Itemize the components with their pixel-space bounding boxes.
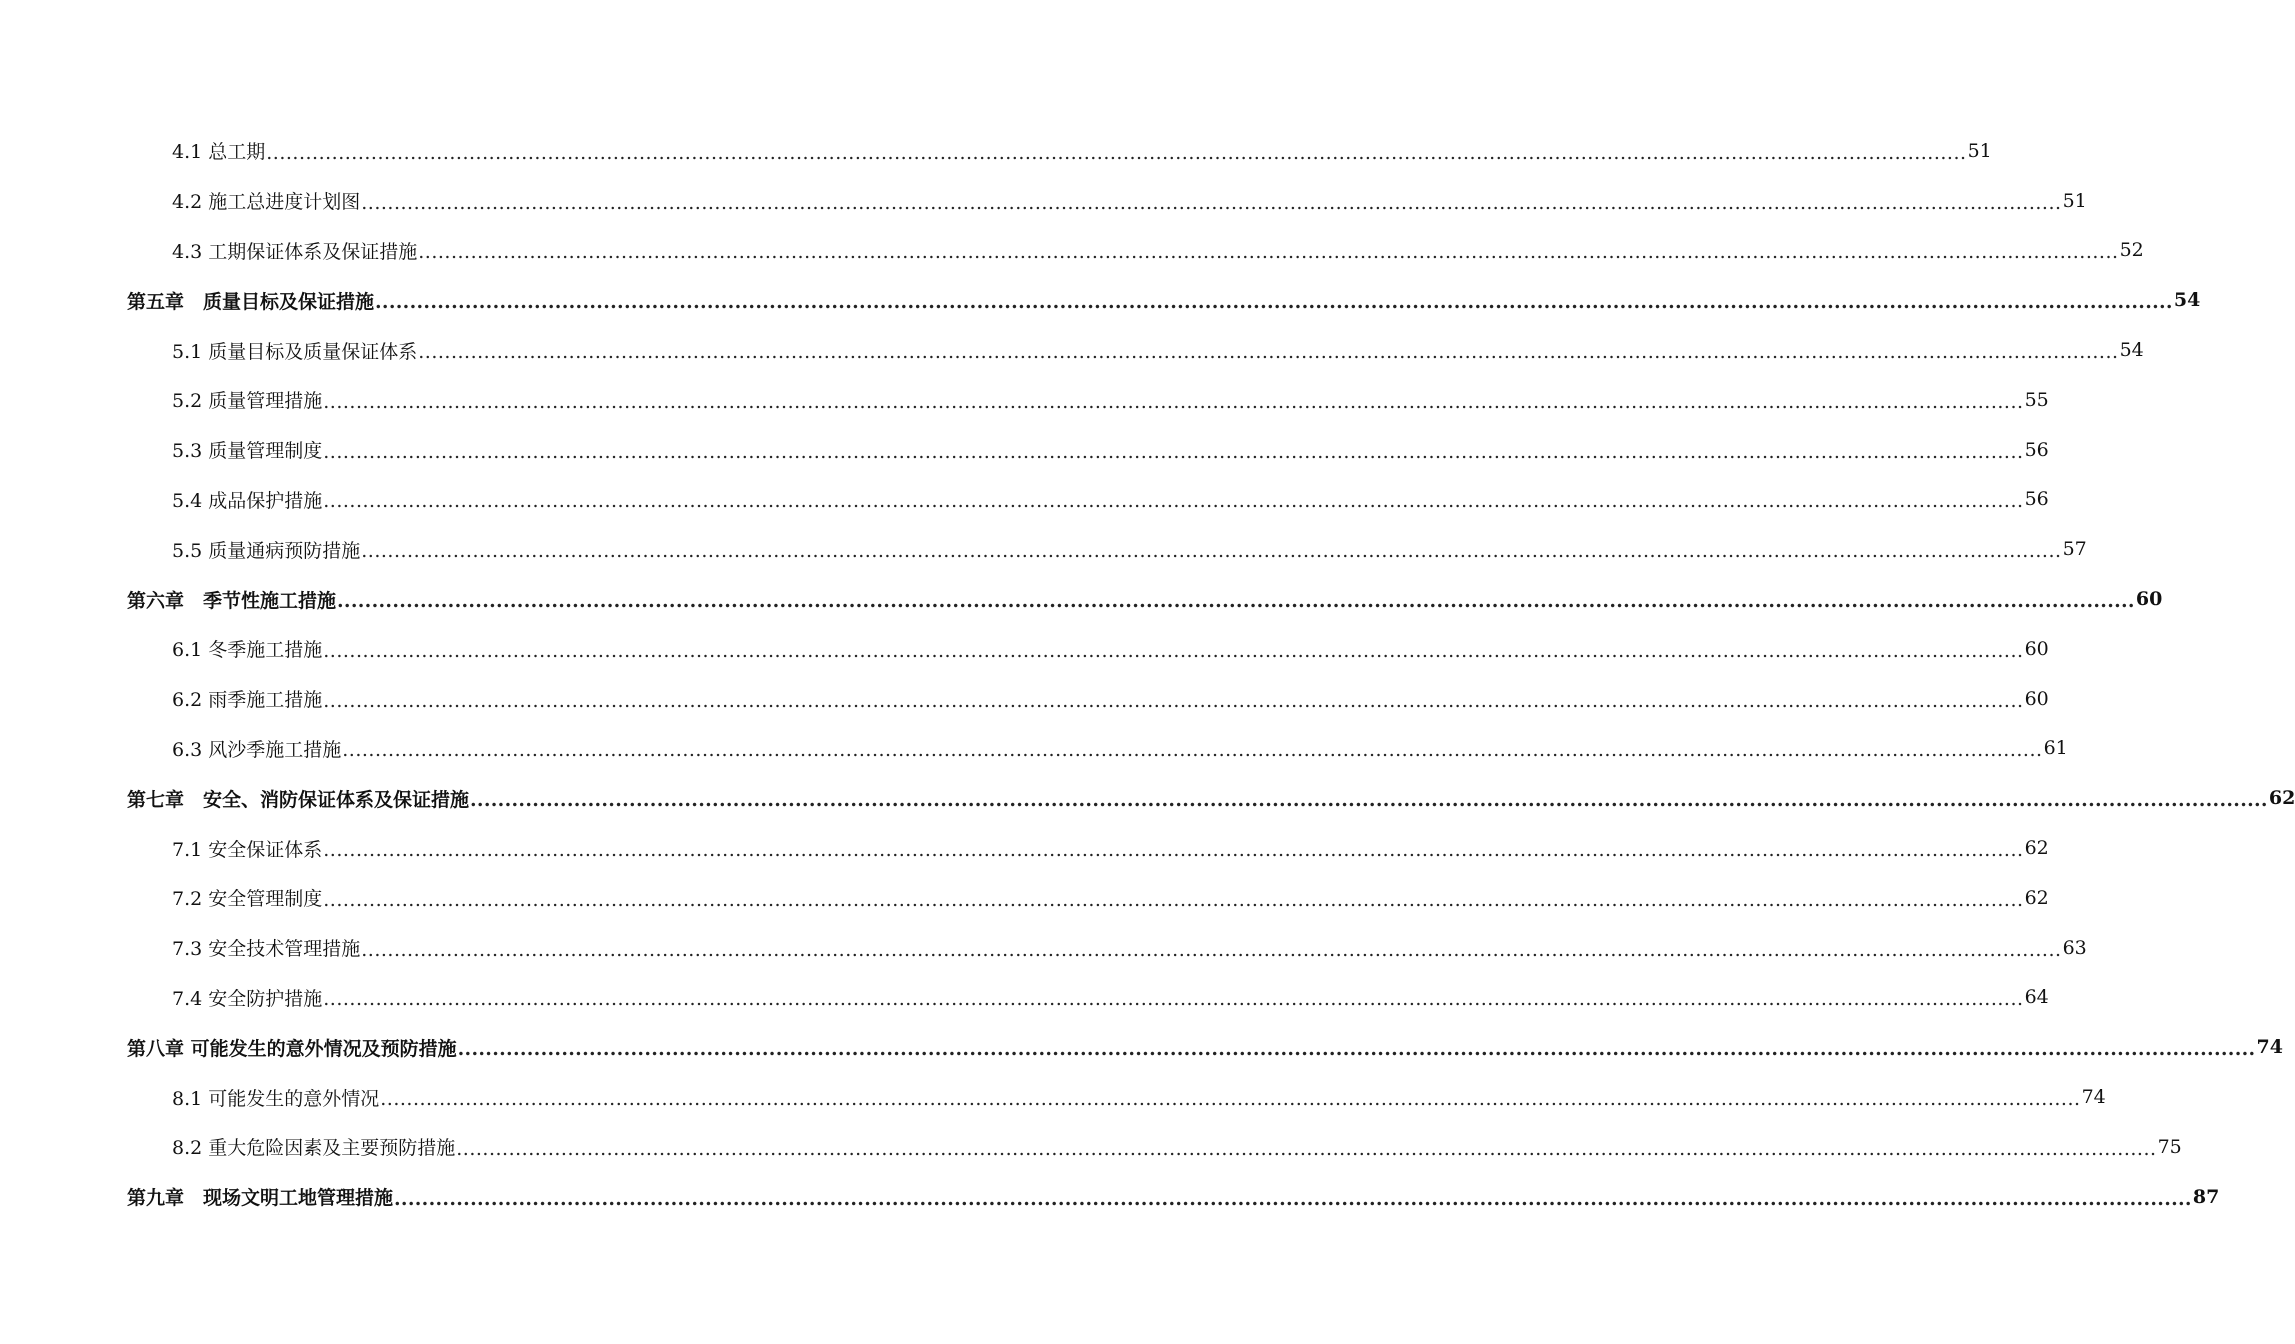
dot-leader: .................................................................................................................................................................................................................................................................... <box>266 141 1967 164</box>
toc-entry-page-number: 54 <box>2173 289 2201 312</box>
dot-leader: .................................................................................................................................................................................................................................................................... <box>323 839 2024 862</box>
toc-section-entry[interactable] <box>0 1122 2182 1172</box>
toc-chapter-entry[interactable] <box>0 773 2295 823</box>
toc-entry-page-number: 62 <box>2024 886 2049 909</box>
toc-entry-title: 5.4 成品保护措施 <box>172 489 323 512</box>
toc-section-entry[interactable] <box>0 176 2087 226</box>
toc-entry-title: 6.1 冬季施工措施 <box>172 639 323 662</box>
toc-entry-title: 4.2 施工总进度计划图 <box>172 191 361 214</box>
toc-entry-title: 第六章 季节性施工措施 <box>127 589 337 612</box>
toc-entry-page-number: 60 <box>2024 687 2049 710</box>
toc-entry-page-number: 61 <box>2043 737 2068 760</box>
dot-leader: .................................................................................................................................................................................................................................................................... <box>323 689 2024 712</box>
toc-entry-title: 7.2 安全管理制度 <box>172 888 323 911</box>
toc-entry-title: 7.4 安全防护措施 <box>172 987 323 1010</box>
toc-entry-title: 7.3 安全技术管理措施 <box>172 938 361 961</box>
toc-entry-title: 第七章 安全、消防保证体系及保证措施 <box>127 788 470 811</box>
toc-section-entry[interactable] <box>0 425 2049 475</box>
toc-entry-page-number: 51 <box>1967 139 1992 162</box>
toc-chapter-entry[interactable] <box>0 574 2163 624</box>
dot-leader: .................................................................................................................................................................................................................................................................... <box>323 440 2024 463</box>
dot-leader: .................................................................................................................................................................................................................................................................... <box>457 1038 2256 1061</box>
toc-chapter-entry[interactable] <box>0 1172 2220 1222</box>
toc-entry-page-number: 62 <box>2024 837 2049 860</box>
toc-entry-title: 7.1 安全保证体系 <box>172 838 323 861</box>
toc-section-entry[interactable] <box>0 1072 2106 1122</box>
toc-entry-page-number: 57 <box>2062 538 2087 561</box>
toc-entry-title: 第九章 现场文明工地管理措施 <box>127 1187 394 1210</box>
dot-leader: .................................................................................................................................................................................................................................................................... <box>323 490 2024 513</box>
toc-section-entry[interactable] <box>0 375 2049 425</box>
toc-entry-title: 第八章 可能发生的意外情况及预防措施 <box>127 1037 457 1060</box>
toc-entry-title: 4.3 工期保证体系及保证措施 <box>172 240 418 263</box>
toc-entry-title: 6.2 雨季施工措施 <box>172 689 323 712</box>
toc-section-entry[interactable] <box>0 674 2049 724</box>
toc-entry-title: 5.5 质量通病预防措施 <box>172 539 361 562</box>
toc-section-entry[interactable] <box>0 524 2087 574</box>
toc-entry-page-number: 74 <box>2256 1036 2283 1059</box>
toc-section-entry[interactable] <box>0 126 1992 176</box>
toc-entry-page-number: 56 <box>2024 488 2049 511</box>
dot-leader: .................................................................................................................................................................................................................................................................... <box>323 390 2024 413</box>
toc-section-entry[interactable] <box>0 724 2068 774</box>
toc-entry-page-number: 55 <box>2024 388 2049 411</box>
dot-leader: .................................................................................................................................................................................................................................................................... <box>375 291 2173 314</box>
toc-entry-page-number: 63 <box>2062 936 2087 959</box>
toc-entry-title: 第五章 质量目标及保证措施 <box>127 290 375 313</box>
dot-leader: .................................................................................................................................................................................................................................................................... <box>323 988 2024 1011</box>
toc-entry-page-number: 60 <box>2024 637 2049 660</box>
toc-section-entry[interactable] <box>0 873 2049 923</box>
toc-section-entry[interactable] <box>0 973 2049 1023</box>
toc-entry-page-number: 51 <box>2062 189 2087 212</box>
toc-entry-page-number: 56 <box>2024 438 2049 461</box>
dot-leader: .................................................................................................................................................................................................................................................................... <box>456 1137 2157 1160</box>
toc-entry-page-number: 52 <box>2119 239 2144 262</box>
toc-entry-title: 8.2 重大危险因素及主要预防措施 <box>172 1137 456 1160</box>
toc-section-entry[interactable] <box>0 923 2087 973</box>
toc-entry-title: 6.3 风沙季施工措施 <box>172 738 342 761</box>
toc-entry-title: 5.2 质量管理措施 <box>172 390 323 413</box>
dot-leader: .................................................................................................................................................................................................................................................................... <box>394 1187 2192 1210</box>
toc-entry-title: 8.1 可能发生的意外情况 <box>172 1087 380 1110</box>
dot-leader: .................................................................................................................................................................................................................................................................... <box>470 789 2268 812</box>
toc-entry-page-number: 74 <box>2081 1086 2106 1109</box>
toc-section-entry[interactable] <box>0 475 2049 525</box>
dot-leader: .................................................................................................................................................................................................................................................................... <box>361 938 2062 961</box>
toc-entry-page-number: 75 <box>2157 1135 2182 1158</box>
dot-leader: .................................................................................................................................................................................................................................................................... <box>380 1088 2081 1111</box>
toc-section-entry[interactable] <box>0 823 2049 873</box>
toc-entry-page-number: 87 <box>2192 1185 2220 1208</box>
dot-leader: .................................................................................................................................................................................................................................................................... <box>361 540 2062 563</box>
toc-section-entry[interactable] <box>0 226 2144 276</box>
toc-entry-page-number: 60 <box>2135 588 2163 611</box>
toc-entry-title: 5.1 质量目标及质量保证体系 <box>172 340 418 363</box>
toc-chapter-entry[interactable] <box>0 275 2201 325</box>
toc-section-entry[interactable] <box>0 325 2144 375</box>
toc-entry-page-number: 62 <box>2268 787 2295 810</box>
dot-leader: .................................................................................................................................................................................................................................................................... <box>323 639 2024 662</box>
toc-entry-title: 5.3 质量管理制度 <box>172 440 323 463</box>
table-of-contents <box>0 126 2295 1222</box>
toc-entry-title: 4.1 总工期 <box>172 141 266 164</box>
dot-leader: .................................................................................................................................................................................................................................................................... <box>323 888 2024 911</box>
dot-leader: .................................................................................................................................................................................................................................................................... <box>418 241 2119 264</box>
toc-entry-page-number: 54 <box>2119 339 2144 362</box>
dot-leader: .................................................................................................................................................................................................................................................................... <box>418 341 2119 364</box>
dot-leader: .................................................................................................................................................................................................................................................................... <box>361 191 2062 214</box>
toc-entry-page-number: 64 <box>2024 986 2049 1009</box>
toc-chapter-entry[interactable] <box>0 1022 2283 1072</box>
dot-leader: .................................................................................................................................................................................................................................................................... <box>342 739 2043 762</box>
dot-leader: .................................................................................................................................................................................................................................................................... <box>337 590 2135 613</box>
toc-section-entry[interactable] <box>0 624 2049 674</box>
